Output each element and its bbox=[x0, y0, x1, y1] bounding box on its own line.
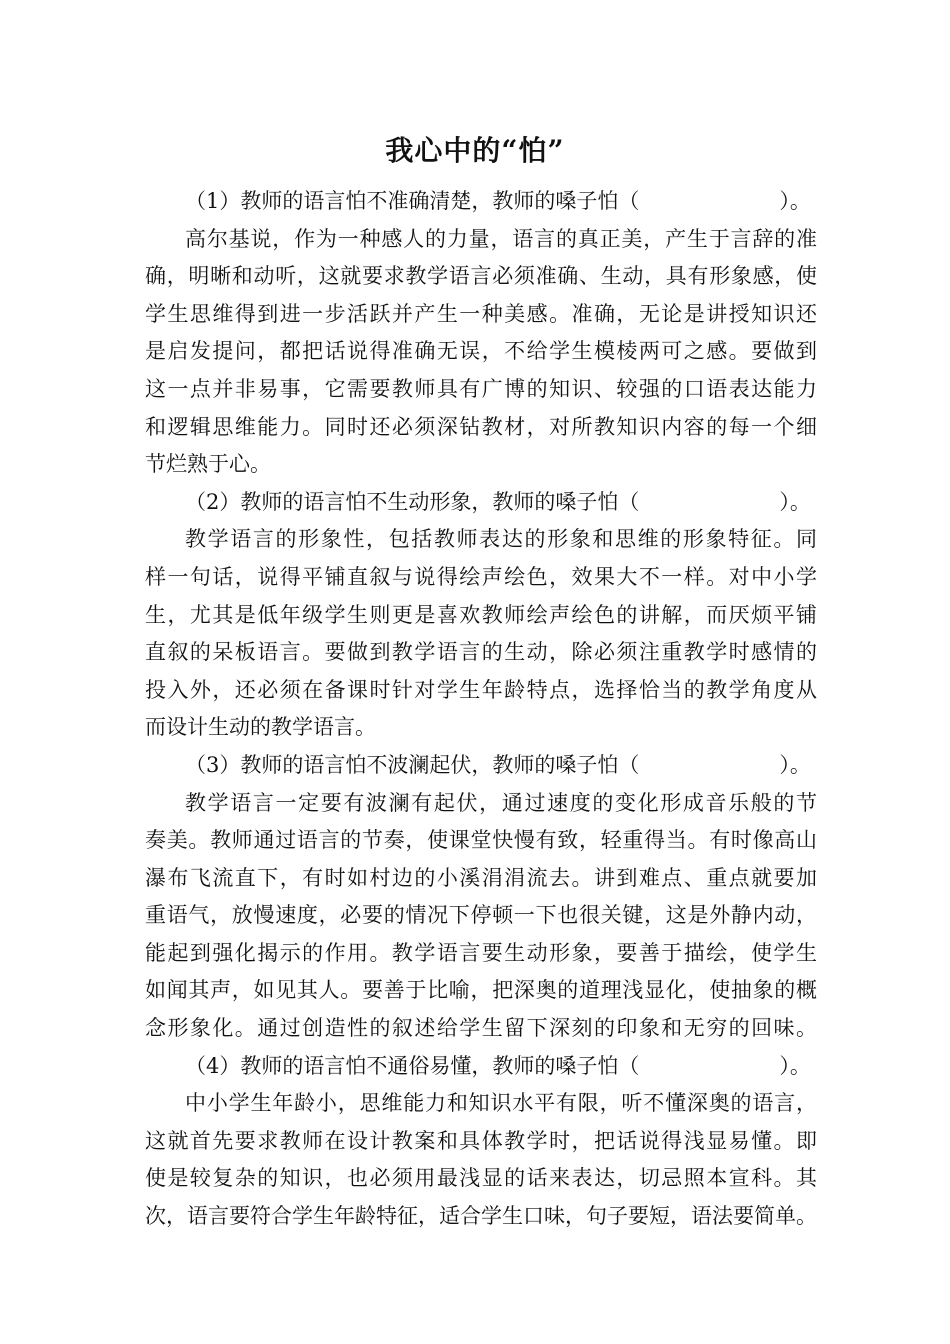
paragraph-line: 次，语言要符合学生年龄特征，适合学生口味，句子要短，语法要简单。 bbox=[145, 1204, 817, 1229]
question-close: ）。 bbox=[779, 752, 811, 777]
paragraph-line: 是启发提问，都把话说得准确无误，不给学生模棱两可之感。要做到 bbox=[145, 339, 817, 364]
paragraph-line: 如闻其声，如见其人。要善于比喻，把深奥的道理浅显化，使抽象的概 bbox=[145, 978, 817, 1003]
paragraph-line: 念形象化。通过创造性的叙述给学生留下深刻的印象和无穷的回味。 bbox=[145, 1016, 817, 1041]
paragraph-line: 奏美。教师通过语言的节奏，使课堂快慢有致，轻重得当。有时像高山 bbox=[145, 828, 817, 853]
paragraph-line: 确，明晰和动听，这就要求教学语言必须准确、生动，具有形象感，使 bbox=[145, 264, 817, 289]
paragraph-line: 能起到强化揭示的作用。教学语言要生动形象，要善于描绘，使学生 bbox=[145, 940, 817, 965]
question-3 bbox=[145, 747, 817, 785]
paragraph-line: 学生思维得到进一步活跃并产生一种美感。准确，无论是讲授知识还 bbox=[145, 301, 817, 326]
question-2 bbox=[145, 484, 817, 522]
question-close: ）。 bbox=[779, 189, 811, 213]
paragraph-line: 直叙的呆板语言。要做到教学语言的生动，除必须注重教学时感情的 bbox=[145, 640, 817, 665]
paragraph-line: 样一句话，说得平铺直叙与说得绘声绘色，效果大不一样。对中小学 bbox=[145, 564, 817, 589]
paragraph-line: 中小学生年龄小，思维能力和知识水平有限，听不懂深奥的语言， bbox=[185, 1091, 817, 1116]
document-title: 我心中的“怕” bbox=[385, 134, 565, 167]
question-text: （4）教师的语言怕不通俗易懂，教师的嗓子怕（ bbox=[185, 1053, 640, 1078]
question-text: （3）教师的语言怕不波澜起伏，教师的嗓子怕（ bbox=[185, 752, 640, 777]
question-text: （2）教师的语言怕不生动形象，教师的嗓子怕（ bbox=[185, 489, 640, 514]
paragraph-line: 瀑布飞流直下，有时如村边的小溪涓涓流去。讲到难点、重点就要加 bbox=[145, 865, 817, 890]
question-close: ）。 bbox=[779, 1053, 811, 1078]
question-text: （1）教师的语言怕不准确清楚，教师的嗓子怕（ bbox=[185, 189, 640, 213]
paragraph-line: 生，尤其是低年级学生则更是喜欢教师绘声绘色的讲解，而厌烦平铺 bbox=[145, 602, 817, 627]
paragraph-line: 重语气，放慢速度，必要的情况下停顿一下也很关键，这是外静内动， bbox=[145, 903, 817, 928]
paragraph-line: 教学语言一定要有波澜有起伏，通过速度的变化形成音乐般的节 bbox=[185, 790, 817, 815]
paragraph-line: 教学语言的形象性，包括教师表达的形象和思维的形象特征。同 bbox=[185, 527, 817, 552]
paragraph-line: 使是较复杂的知识，也必须用最浅显的话来表达，切忌照本宣科。其 bbox=[145, 1166, 817, 1191]
question-4 bbox=[145, 1048, 817, 1086]
paragraph-line: 节烂熟于心。 bbox=[145, 452, 271, 477]
paragraph-line: 高尔基说，作为一种感人的力量，语言的真正美，产生于言辞的准 bbox=[185, 226, 817, 251]
paragraph-line: 而设计生动的教学语言。 bbox=[145, 715, 376, 740]
paragraph-line: 投入外，还必须在备课时针对学生年龄特点，选择恰当的教学角度从 bbox=[145, 677, 817, 702]
paragraph-line: 这一点并非易事，它需要教师具有广博的知识、较强的口语表达能力 bbox=[145, 376, 817, 401]
paragraph-line: 这就首先要求教师在设计教案和具体教学时，把话说得浅显易懂。即 bbox=[145, 1128, 817, 1153]
document-body bbox=[145, 183, 817, 1236]
question-1 bbox=[145, 183, 817, 221]
question-close: ）。 bbox=[779, 489, 811, 514]
paragraph-line: 和逻辑思维能力。同时还必须深钻教材，对所教知识内容的每一个细 bbox=[145, 414, 817, 439]
